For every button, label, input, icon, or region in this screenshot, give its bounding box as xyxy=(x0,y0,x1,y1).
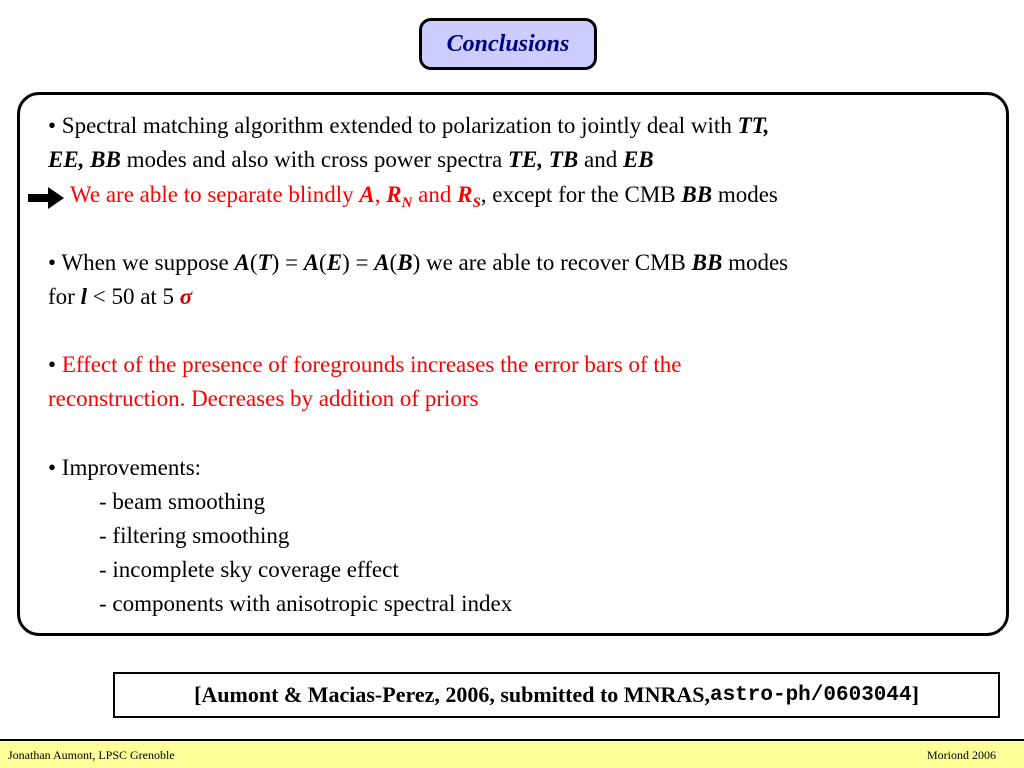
ee-bb-label: EE, BB xyxy=(48,147,121,172)
improvement-item: - components with anisotropic spectral index xyxy=(99,591,513,616)
sigma-symbol: σ xyxy=(179,284,193,309)
bullet-2-line-2: for l < 50 at 5 σ xyxy=(48,284,193,309)
bullet-2-line-1: • When we suppose A(T) = A(E) = A(B) we are able to recover CMB BB modes xyxy=(48,250,789,275)
bullet-3-line-2: reconstruction. Decreases by addition of priors xyxy=(48,386,479,411)
text: modes and also with cross power spectra xyxy=(120,147,508,172)
reference-box: [Aumont & Macias-Perez, 2006, submitted to MNRAS, astro-ph/0603044 ] xyxy=(113,672,1000,718)
bullet-1-line-3 xyxy=(70,180,778,210)
bullet-1-line-2 xyxy=(48,145,654,175)
text: We are able to separate blindly xyxy=(70,182,360,207)
text: , xyxy=(374,182,387,207)
arrow-right-icon xyxy=(26,184,66,212)
rs-symbol: $R_S$ xyxy=(457,182,481,211)
te-tb-label: TE, TB xyxy=(507,147,579,172)
slide-title: Conclusions xyxy=(419,18,597,70)
bullet-1-line-1 xyxy=(48,111,769,141)
footer-event: Moriond 2006 xyxy=(927,748,996,762)
text: and xyxy=(578,147,623,172)
footer-bar xyxy=(0,739,1024,768)
text: and xyxy=(412,182,458,207)
footer-author: Jonathan Aumont, LPSC Grenoble xyxy=(8,748,175,762)
bullet-4-heading: • Improvements: xyxy=(48,455,202,480)
text: • Spectral matching algorithm extended to polarization to jointly deal with xyxy=(48,113,738,138)
text: modes xyxy=(712,182,778,207)
text: , except for the CMB xyxy=(480,182,682,207)
improvement-item: - incomplete sky coverage effect xyxy=(99,557,399,582)
arxiv-id: astro-ph/0603044 xyxy=(709,683,912,707)
eb-label: EB xyxy=(622,147,654,172)
rn-symbol: $R_N$ xyxy=(386,182,413,211)
bullet-3-line-1: • Effect of the presence of foregrounds increases the error bars of the xyxy=(48,352,682,377)
a-symbol: A xyxy=(359,182,375,207)
improvement-item: - filtering smoothing xyxy=(99,523,290,548)
improvement-item: - beam smoothing xyxy=(99,489,266,514)
bb-label: BB xyxy=(681,182,713,207)
tt-label: TT, xyxy=(737,113,770,138)
